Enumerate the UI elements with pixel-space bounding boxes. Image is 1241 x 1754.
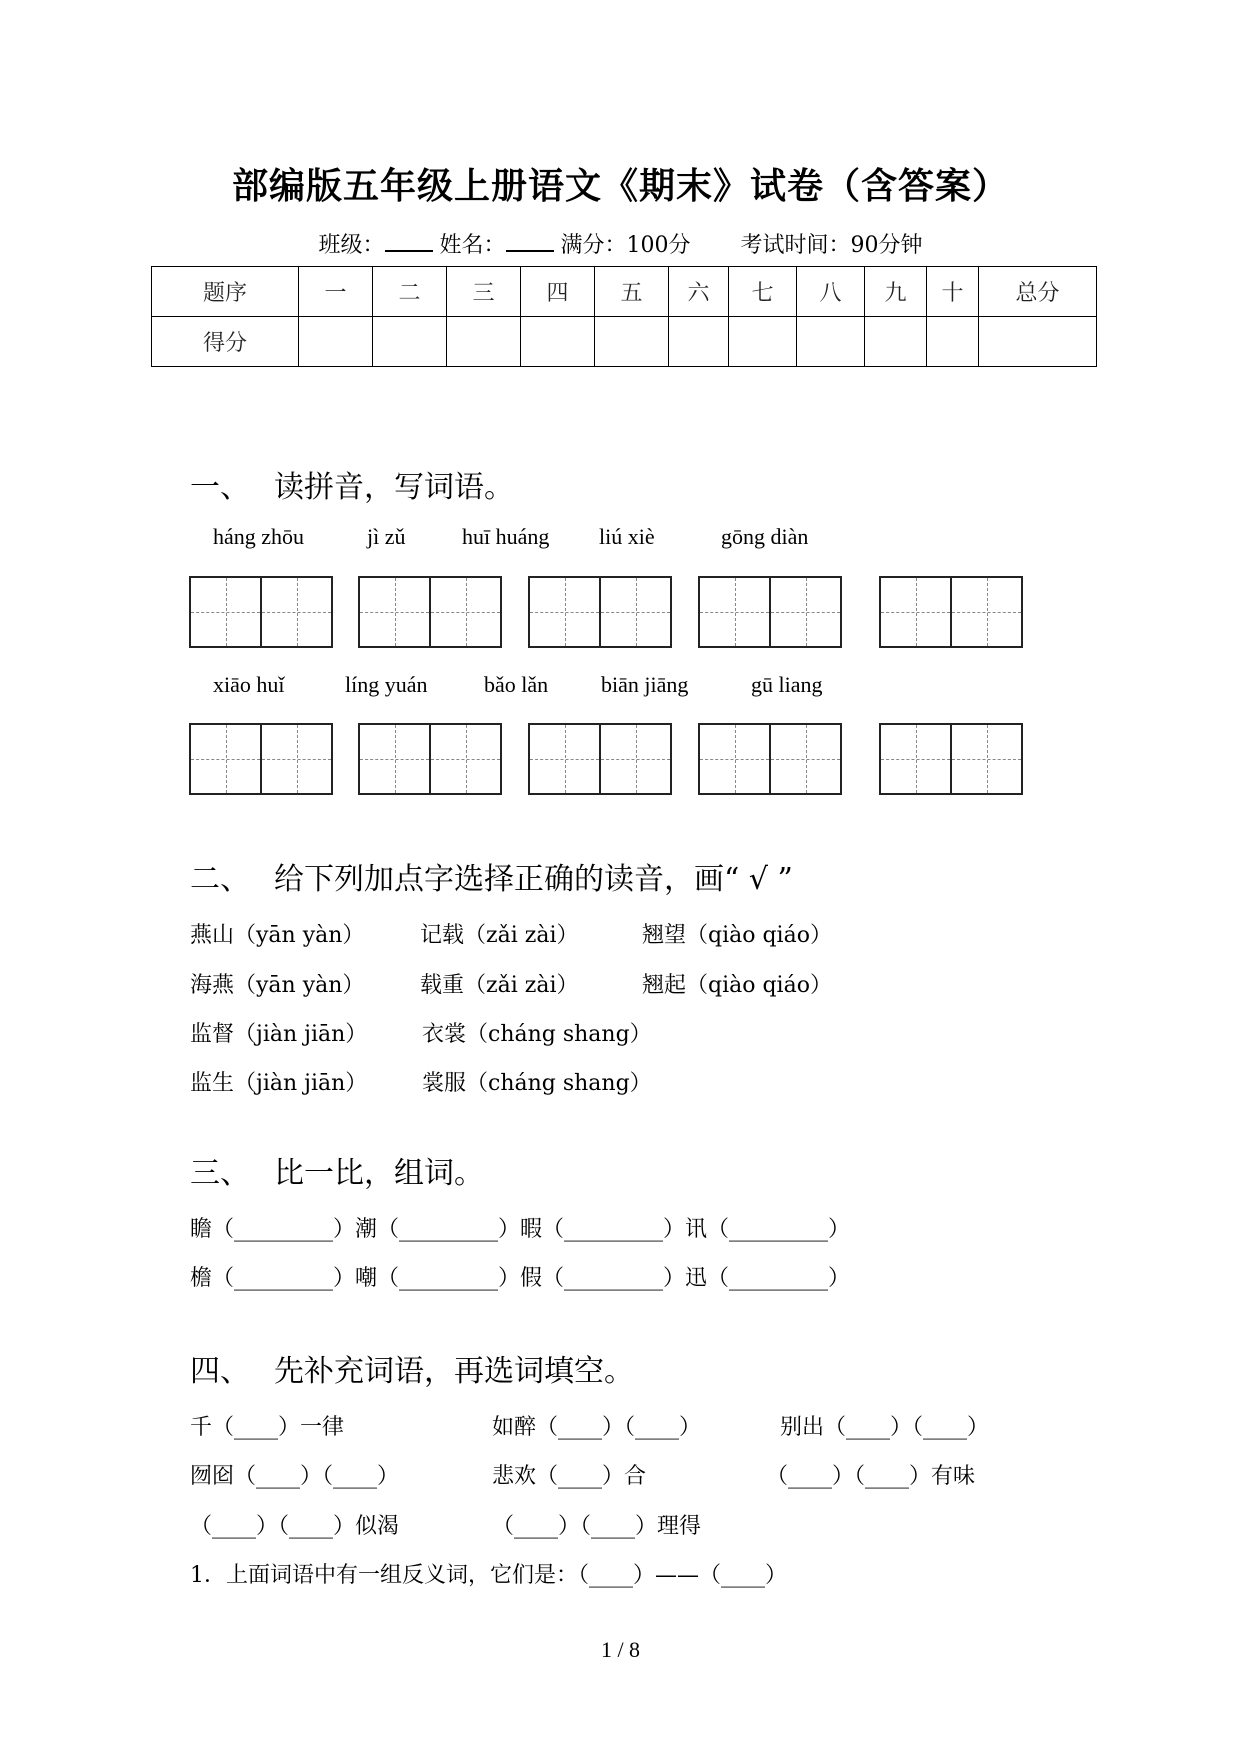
score-cell[interactable]: [729, 317, 797, 367]
idiom-item[interactable]: （____）（____）似渴: [190, 1514, 400, 1539]
writing-grid[interactable]: [698, 576, 842, 648]
score-cell[interactable]: [927, 317, 979, 367]
section4-title: 先补充词语，再选词填空。: [274, 1354, 634, 1389]
score-cell[interactable]: [865, 317, 927, 367]
reading-item: 记载（zǎi zài）: [420, 923, 579, 948]
reading-item: 监生（jiàn jiān）: [190, 1071, 368, 1096]
compare-line[interactable]: 檐（_________）嘲（_________）假（_________）迅（_________）: [190, 1266, 851, 1291]
pinyin-label: bǎo lǎn: [484, 672, 549, 697]
reading-item: 裳服（cháng shang）: [422, 1071, 652, 1096]
pinyin-label: líng yuán: [345, 672, 428, 697]
name-blank[interactable]: [506, 230, 554, 252]
writing-grid[interactable]: [358, 576, 502, 648]
section2-heading: [190, 854, 793, 898]
pinyin-label: xiāo huǐ: [213, 672, 285, 697]
page-title: 部编版五年级上册语文《期末》试卷（含答案）: [231, 166, 1009, 207]
score-header-cell: 七: [729, 267, 797, 317]
score-table-score-row: [152, 317, 1097, 367]
writing-grid[interactable]: [528, 723, 672, 795]
idiom-item[interactable]: 千（____）一律: [190, 1415, 345, 1440]
idiom-item[interactable]: 如醉（____）（____）: [492, 1415, 702, 1440]
score-header-cell: 二: [373, 267, 447, 317]
name-label: 姓名：: [439, 233, 506, 258]
score-cell[interactable]: [373, 317, 447, 367]
full-score: 满分：100分: [560, 233, 691, 258]
pinyin-label: háng zhōu: [213, 524, 305, 549]
reading-item: 海燕（yān yàn）: [190, 973, 365, 998]
score-cell[interactable]: [669, 317, 729, 367]
class-label: 班级：: [318, 233, 385, 258]
score-table: [151, 266, 1097, 367]
idiom-item[interactable]: 悲欢（____）合: [492, 1464, 647, 1489]
section3-title: 比一比，组词。: [274, 1156, 484, 1191]
pinyin-label: huī huáng: [462, 524, 550, 549]
class-blank[interactable]: [385, 230, 433, 252]
writing-grid[interactable]: [189, 576, 333, 648]
score-cell[interactable]: [797, 317, 865, 367]
score-header-cell: 三: [447, 267, 521, 317]
score-cell[interactable]: [447, 317, 521, 367]
score-cell[interactable]: [521, 317, 595, 367]
page-number: 1 / 8: [600, 1637, 641, 1662]
section3-heading: [190, 1148, 484, 1192]
score-cell[interactable]: [979, 317, 1097, 367]
section1-heading: [190, 462, 514, 506]
score-cell[interactable]: [299, 317, 373, 367]
score-header-cell: 一: [299, 267, 373, 317]
reading-item: 载重（zǎi zài）: [420, 973, 579, 998]
score-header-cell: 五: [595, 267, 669, 317]
reading-item: 衣裳（cháng shang）: [422, 1022, 652, 1047]
idiom-item[interactable]: 囫囵（____）（____）: [190, 1464, 400, 1489]
writing-grid[interactable]: [698, 723, 842, 795]
section2-title: 给下列加点字选择正确的读音，画“ √ ”: [274, 862, 793, 897]
exam-info: [0, 228, 1241, 259]
score-cell[interactable]: [595, 317, 669, 367]
writing-grid[interactable]: [189, 723, 333, 795]
reading-item: 翘望（qiào qiáo）: [642, 923, 832, 948]
writing-grid[interactable]: [528, 576, 672, 648]
score-header-cell: 八: [797, 267, 865, 317]
reading-item: 翘起（qiào qiáo）: [642, 973, 832, 998]
writing-grid[interactable]: [879, 576, 1023, 648]
idiom-item[interactable]: （____）（____）理得: [492, 1514, 702, 1539]
reading-item: 监督（jiàn jiān）: [190, 1022, 368, 1047]
pinyin-label: biān jiāng: [601, 672, 689, 697]
score-header-cell: 四: [521, 267, 595, 317]
section3-number: 三、: [190, 1156, 250, 1191]
section4-number: 四、: [190, 1354, 250, 1389]
score-header-cell: 十: [927, 267, 979, 317]
idiom-item[interactable]: 别出（____）（____）: [780, 1415, 990, 1440]
reading-item: 燕山（yān yàn）: [190, 923, 365, 948]
question-1[interactable]: 1．上面词语中有一组反义词，它们是：（____）——（____）: [190, 1563, 787, 1588]
score-header-cell: 题序: [152, 267, 299, 317]
score-header-cell: 总分: [979, 267, 1097, 317]
section1-number: 一、: [190, 470, 250, 505]
idiom-item[interactable]: （____）（____）有味: [766, 1464, 976, 1489]
section4-heading: [190, 1346, 634, 1390]
score-row-label: 得分: [152, 317, 299, 367]
section2-number: 二、: [190, 862, 250, 897]
score-header-cell: 六: [669, 267, 729, 317]
pinyin-label: gōng diàn: [721, 524, 809, 549]
pinyin-label: gū liang: [751, 672, 823, 697]
score-header-cell: 九: [865, 267, 927, 317]
writing-grid[interactable]: [879, 723, 1023, 795]
compare-line[interactable]: 瞻（_________）潮（_________）暇（_________）讯（_________）: [190, 1217, 851, 1242]
pinyin-label: liú xiè: [599, 524, 655, 549]
exam-time: 考试时间：90分钟: [740, 233, 923, 258]
section1-title: 读拼音，写词语。: [274, 470, 514, 505]
writing-grid[interactable]: [358, 723, 502, 795]
score-table-header-row: [152, 267, 1097, 317]
pinyin-label: jì zǔ: [367, 524, 406, 549]
